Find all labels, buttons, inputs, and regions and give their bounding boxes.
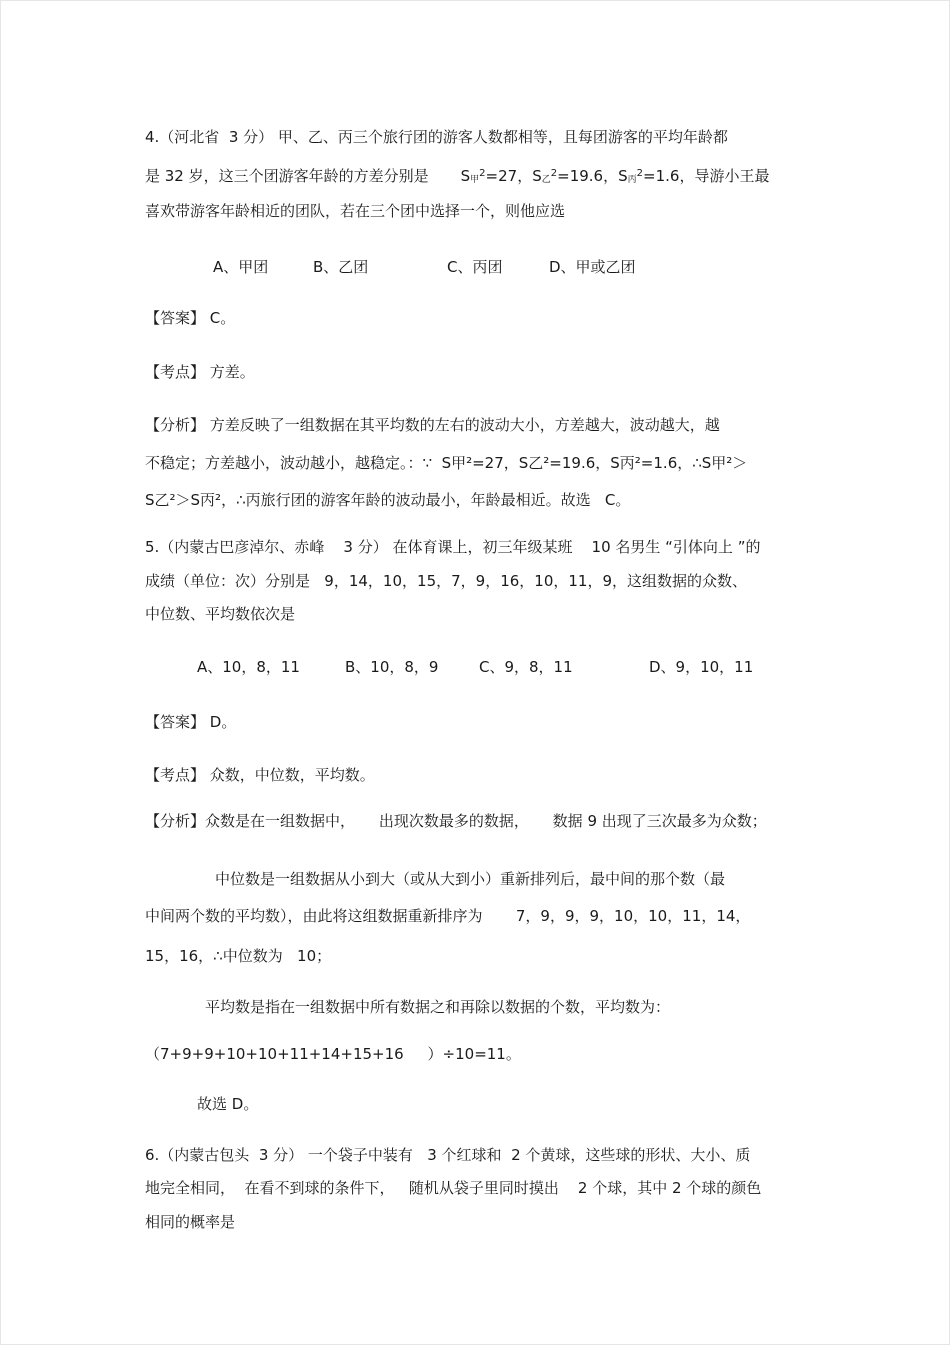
q4-analysis-line1: 【分析】 方差反映了一组数据在其平均数的左右的波动大小，方差越大，波动越大，越 [145, 416, 720, 434]
q4-line2-prefix: 是 32 岁，这三个团游客年龄的方差分别是 [145, 167, 429, 185]
q4-option-b: B、乙团 [313, 258, 369, 276]
q4-option-d: D、甲或乙团 [549, 258, 636, 276]
q4-line2 [145, 164, 769, 190]
q5-mean-line2: （7+9+9+10+10+11+14+15+16 ）÷10=11。 [145, 1045, 521, 1063]
q4-answer: 【答案】 C。 [145, 309, 236, 327]
q5-conclusion: 故选 D。 [197, 1095, 259, 1113]
q5-line2: 成绩（单位：次）分别是 9，14，10，15，7，9，16，10，11，9，这组数据的众数、 [145, 572, 748, 590]
variance-jia: $S_甲^2=27$， [460, 167, 533, 185]
q4-option-c: C、丙团 [447, 258, 503, 276]
q6-line1: 6.（内蒙古包头 3 分） 一个袋子中装有 3 个红球和 2 个黄球，这些球的形状、大小、质 [145, 1146, 751, 1164]
q4-option-a: A、甲团 [213, 258, 269, 276]
q5-option-a: A、10，8，11 [197, 658, 300, 676]
q5-median-line3: 15，16，∴中位数为 10； [145, 947, 332, 965]
q4-analysis-line3: S乙²＞S丙²，∴丙旅行团的游客年龄的波动最小，年龄最相近。故选 C。 [145, 491, 631, 509]
q4-line1: 4.（河北省 3 分） 甲、乙、丙三个旅行团的游客人数都相等，且每团游客的平均年龄都 [145, 128, 728, 146]
q5-answer: 【答案】 D。 [145, 713, 237, 731]
q4-line3: 喜欢带游客年龄相近的团队，若在三个团中选择一个，则他应选 [145, 202, 566, 220]
q5-line1: 5.（内蒙古巴彦淖尔、赤峰 3 分） 在体育课上，初三年级某班 10 名男生 “引体向上 ”的 [145, 538, 761, 556]
q6-line2: 地完全相同， 在看不到球的条件下， 随机从袋子里同时摸出 2 个球，其中 2 个球的颜色 [145, 1179, 762, 1197]
q4-analysis-line2: 不稳定；方差越小，波动越小，越稳定。：∵ S甲²=27，S乙²=19.6，S丙²=1.6，∴S甲²＞ [145, 454, 748, 472]
q5-mean-line1: 平均数是指在一组数据中所有数据之和再除以数据的个数，平均数为： [205, 998, 671, 1016]
q5-median-line1: 中位数是一组数据从小到大（或从大到小）重新排列后，最中间的那个数（最 [215, 870, 726, 888]
q5-line3: 中位数、平均数依次是 [145, 605, 296, 623]
q5-analysis-line1: 【分析】众数是在一组数据中， 出现次数最多的数据， 数据 9 出现了三次最多为众数； [145, 812, 767, 830]
variance-yi: $S_乙^2=19.6$， [532, 167, 619, 185]
q5-option-d: D、9，10，11 [649, 658, 754, 676]
q5-kaodian: 【考点】 众数，中位数，平均数。 [145, 766, 375, 784]
q5-median-line2: 中间两个数的平均数），由此将这组数据重新排序为 7，9，9，9，10，10，11，14， [145, 907, 751, 925]
q5-option-c: C、9，8，11 [479, 658, 573, 676]
q6-line3: 相同的概率是 [145, 1213, 236, 1231]
q4-kaodian: 【考点】 方差。 [145, 363, 255, 381]
variance-bing: $S_丙^2=1.6$，导游小王最 [618, 167, 770, 185]
q5-option-b: B、10，8，9 [345, 658, 439, 676]
